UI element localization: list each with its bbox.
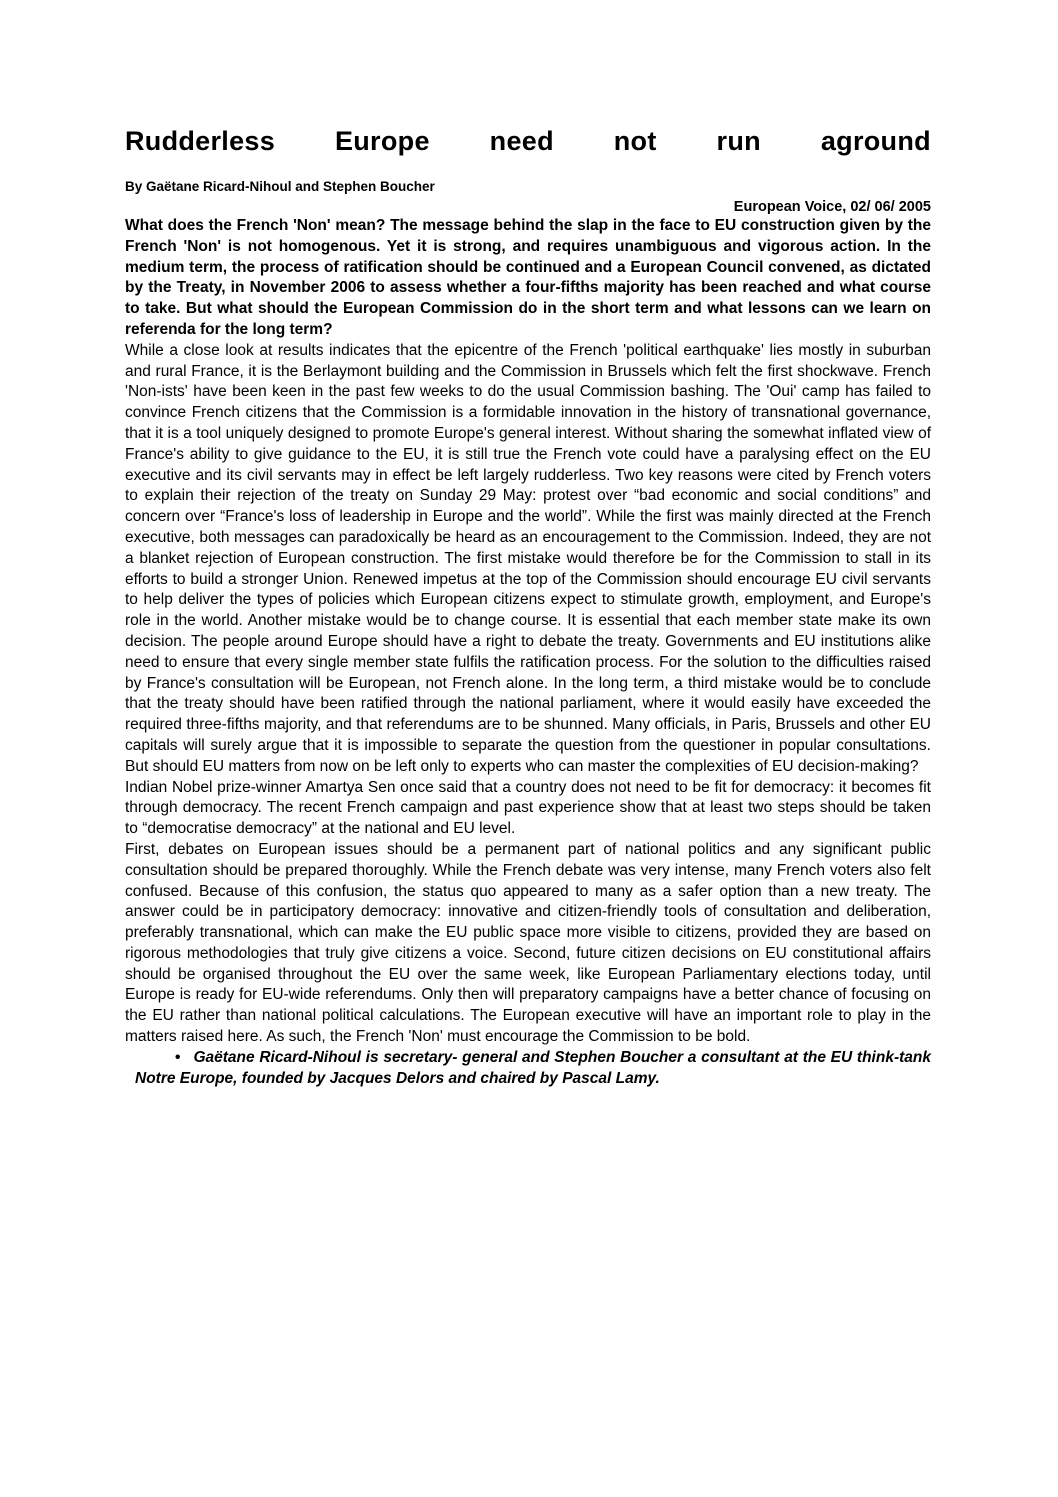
body-paragraph-3: First, debates on European issues should be a permanent part of national politics and any significant public consultation should be prepared thoroughly. While the French debate was very intense, many French voters also felt confused. Because of this confusion, the status quo appeared to many as a safer option than a new treaty. The answer could be in participatory democracy: innovative and citizen-friendly tools of consultation and deliberation, preferably transnational, which can make the EU public space more visible to citizens, provided they are based on rigorous methodologies that truly give citizens a voice. Second, future citizen decisions on EU constitutional affairs should be organised throughout the EU over the same week, like European Parliamentary elections today, until Europe is ready for EU-wide referendums. Only then will preparatory campaigns have a better chance of focusing on the EU rather than national political calculations. The European executive will have an important role to play in the matters raised here. As such, the French 'Non' must encourage the Commission to be bold.: [125, 840, 931, 1046]
page-title: [125, 126, 931, 156]
body-paragraph-2: Indian Nobel prize-winner Amartya Sen once said that a country does not need to be fit for democracy: it becomes fit through democracy. The recent French campaign and past experience show that at least two steps should be taken to “democratise democracy” at the national and EU level.: [125, 778, 931, 838]
lead-paragraph: What does the French 'Non' mean? The message behind the slap in the face to EU construction given by the French 'Non' is not homogenous. Yet it is strong, and requires unambiguous and vigorous action. In the medium term, the process of ratification should be continued and a European Council convened, as dictated by the Treaty, in November 2006 to assess whether a four-fifths majority has been reached and what course to take. But what should the European Commission do in the short term and what lessons can we learn on referenda for the long term?: [125, 217, 931, 338]
title-word: aground: [820, 126, 931, 156]
body-paragraph-1: While a close look at results indicates that the epicentre of the French 'political earthquake' lies mostly in suburban and rural France, it is the Berlaymont building and the Commission in Brussels which felt the first shockwave. French 'Non-ists' have been keen in the past few weeks to do the usual Commission bashing. The 'Oui' camp has failed to convince French citizens that the Commission is a formidable innovation in the history of transnational governance, that it is a tool uniquely designed to promote Europe's general interest. Without sharing the somewhat inflated view of France's ability to give guidance to the EU, it is still true the French vote could have a paralysing effect on the EU executive and its civil servants may in effect be left largely rudderless. Two key reasons were cited by French voters to explain their rejection of the treaty on Sunday 29 May: protest over “bad economic and social conditions” and concern over “France's loss of leadership in Europe and the world”. While the first was mainly directed at the French executive, both messages can paradoxically be heard as an encouragement to the Commission. Indeed, they are not a blanket rejection of European construction. The first mistake would therefore be for the Commission to stall in its efforts to build a stronger Union. Renewed impetus at the top of the Commission should encourage EU civil servants to help deliver the types of policies which European citizens expect to stimulate growth, employment, and Europe's role in the world. Another mistake would be to change course. It is essential that each member state make its own decision. The people around Europe should have a right to debate the treaty. Governments and EU institutions alike need to ensure that every single member state fulfils the ratification process. For the solution to the difficulties raised by France's consultation will be European, not French alone. In the long term, a third mistake would be to conclude that the treaty should have been ratified through the national parliament, where it would easily have exceeded the required three-fifths majority, and that referendums are to be shunned. Many officials, in Paris, Brussels and other EU capitals will surely argue that it is impossible to separate the question from the questioner in popular consultations. But should EU matters from now on be left only to experts who can master the complexities of EU decision-making?: [125, 341, 931, 775]
title-word: need: [489, 126, 554, 156]
title-word: run: [716, 126, 761, 156]
title-word: not: [613, 126, 657, 156]
article-content: [125, 0, 931, 1089]
footnote-text: Gaëtane Ricard-Nihoul is secretary- general and Stephen Boucher a consultant at the EU think-tank Notre Europe, founded by Jacques Delors and chaired by Pascal Lamy.: [135, 1048, 931, 1087]
title-word: Europe: [334, 126, 430, 156]
bullet-icon: •: [175, 1048, 181, 1066]
footnote: [125, 1048, 931, 1090]
byline: By Gaëtane Ricard-Nihoul and Stephen Boucher: [125, 179, 435, 194]
title-word: Rudderless: [125, 126, 276, 156]
source-line: European Voice, 02/ 06/ 2005: [733, 199, 931, 215]
